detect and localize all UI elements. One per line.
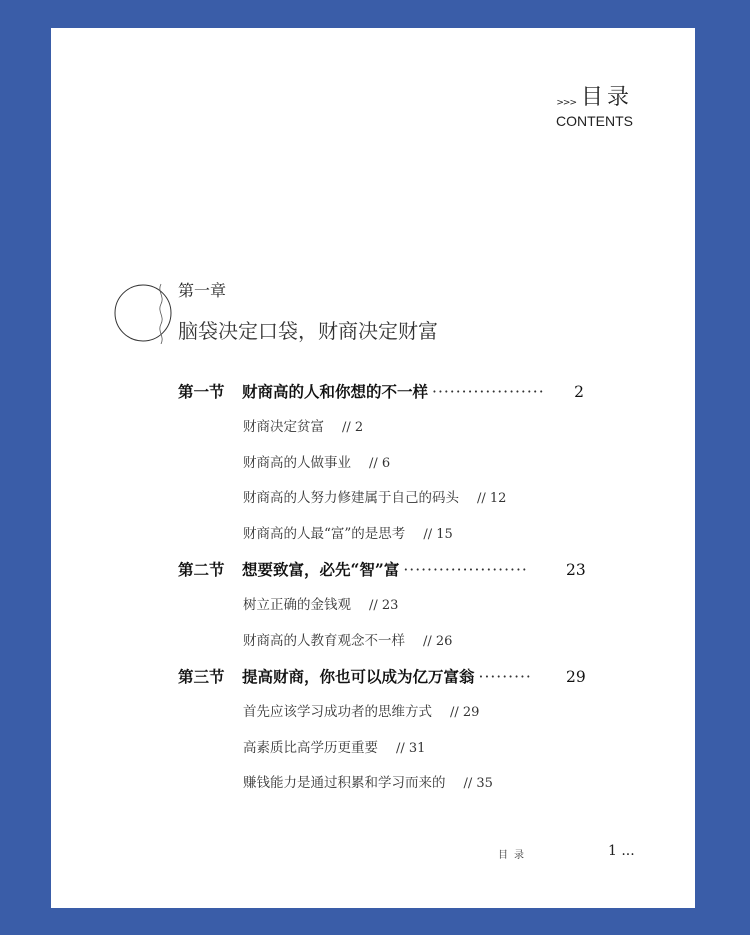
leader-dots: ····················· (403, 561, 528, 579)
entry-page: // 15 (423, 526, 453, 542)
entry-page: // 6 (369, 455, 391, 471)
chapter-label: 第一章 (178, 281, 227, 300)
leader-dots: ········· (478, 668, 532, 686)
entry-title: 赚钱能力是通过积累和学习而来的 (243, 775, 446, 791)
entry-title: 高素质比高学历更重要 (243, 739, 378, 756)
chapter-title: 脑袋决定口袋，财商决定财富 (178, 319, 438, 343)
table-of-contents (178, 374, 584, 802)
entry-title: 财商高的人努力修建属于自己的码头 (243, 490, 459, 506)
toc-entry[interactable] (178, 588, 584, 624)
section-number: 第三节 (178, 667, 225, 686)
leader-dots: ··················· (432, 383, 545, 401)
footer-page-number: 1 ... (608, 843, 635, 859)
toc-section-3[interactable] (178, 659, 584, 695)
section-page: 23 (566, 561, 586, 579)
entry-page: // 29 (450, 705, 480, 720)
toc-section-1[interactable] (178, 374, 584, 410)
arrows-icon: >>> (556, 98, 576, 108)
toc-section-2[interactable] (178, 552, 584, 588)
entry-page: // 23 (369, 598, 399, 613)
section-title: 提高财商，你也可以成为亿万富翁 (242, 667, 475, 686)
toc-entry[interactable] (178, 517, 584, 553)
entry-title: 财商高的人最“富”的是思考 (243, 525, 406, 542)
section-title: 财商高的人和你想的不一样 (242, 382, 429, 401)
chapter-circle-icon (113, 282, 177, 344)
contents-header (556, 80, 633, 129)
entry-page: // 12 (477, 491, 507, 506)
section-page: 29 (566, 668, 586, 686)
section-number: 第一节 (178, 382, 225, 401)
toc-entry[interactable] (178, 766, 584, 802)
header-title-row (556, 80, 633, 111)
toc-entry[interactable] (178, 410, 584, 446)
footer-label: 目录 (498, 850, 530, 861)
toc-entry[interactable] (178, 624, 584, 660)
entry-page: // 26 (423, 633, 453, 649)
book-page (51, 28, 695, 908)
toc-entry[interactable] (178, 695, 584, 731)
page-subtitle: CONTENTS (556, 113, 633, 129)
section-number: 第二节 (178, 560, 225, 579)
entry-title: 树立正确的金钱观 (243, 597, 351, 613)
entry-title: 财商高的人教育观念不一样 (243, 632, 405, 649)
toc-entry[interactable] (178, 446, 584, 482)
entry-title: 首先应该学习成功者的思维方式 (243, 704, 432, 720)
toc-entry[interactable] (178, 481, 584, 517)
section-title: 想要致富，必先“智”富 (242, 560, 400, 579)
entry-page: // 31 (396, 740, 426, 756)
entry-title: 财商高的人做事业 (243, 454, 351, 471)
page-title: 目录 (580, 85, 633, 110)
toc-entry[interactable] (178, 731, 584, 767)
section-page: 2 (574, 383, 584, 401)
entry-title: 财商决定贫富 (243, 419, 324, 435)
entry-page: // 2 (342, 420, 364, 435)
entry-page: // 35 (463, 776, 493, 791)
